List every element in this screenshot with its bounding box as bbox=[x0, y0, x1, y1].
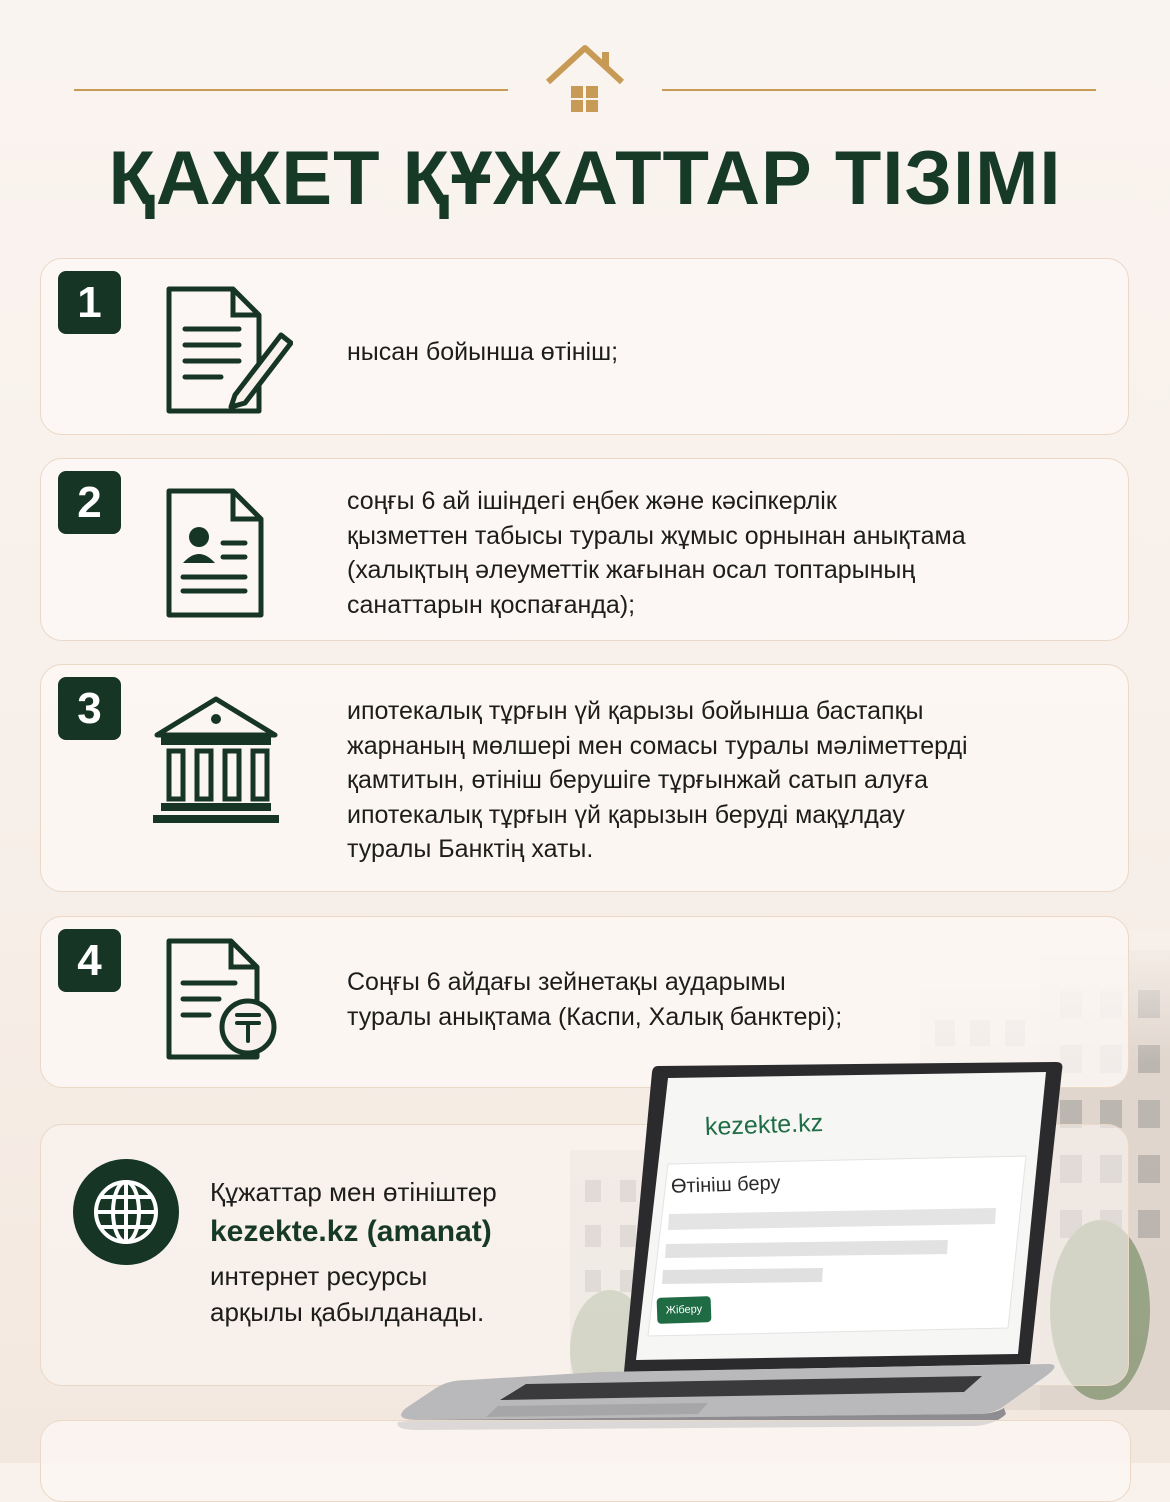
document-card-1 bbox=[40, 258, 1129, 435]
document-text-line: Соңғы 6 айдағы зейнетақы аударымы bbox=[347, 968, 786, 996]
globe-icon bbox=[92, 1178, 160, 1246]
kezekte-site-text: kezekte.kz (amanat) bbox=[210, 1215, 492, 1248]
document-text bbox=[347, 484, 966, 622]
online-text-line: арқылы қабылданады. bbox=[210, 1297, 485, 1327]
document-text-line: (халықтың әлеуметтік жағынан осал топтарының bbox=[347, 556, 916, 584]
bank-icon bbox=[151, 693, 281, 827]
laptop-submit-button[interactable]: Жіберу bbox=[657, 1296, 712, 1324]
online-text-line: интернет ресурсы bbox=[210, 1261, 428, 1291]
document-card-2 bbox=[40, 458, 1129, 641]
document-text-line: соңғы 6 ай ішіндегі еңбек және кәсіпкерлік bbox=[347, 487, 837, 515]
next-card-partial bbox=[40, 1420, 1131, 1502]
header-rule-right bbox=[662, 89, 1096, 91]
document-card-3 bbox=[40, 664, 1129, 892]
document-text-line: санаттарын қоспағанда); bbox=[347, 590, 636, 619]
document-text-line: туралы анықтама (Каспи, Халық банктері); bbox=[347, 1002, 843, 1031]
globe-badge bbox=[73, 1159, 179, 1265]
pension-certificate-icon bbox=[163, 937, 281, 1061]
number-badge: 4 bbox=[58, 929, 121, 992]
document-text bbox=[347, 694, 968, 867]
employment-certificate-icon bbox=[163, 487, 267, 619]
header-rule-left bbox=[74, 89, 508, 91]
document-text-line: жарнаның мөлшері мен сомасы туралы мәліметтерді bbox=[347, 731, 968, 760]
house-icon bbox=[544, 42, 626, 114]
online-text-line: Құжаттар мен өтініштер bbox=[210, 1177, 497, 1207]
number-badge: 3 bbox=[58, 677, 121, 740]
number-badge: 2 bbox=[58, 471, 121, 534]
page-title: ҚАЖЕТ ҚҰЖАТТАР ТІЗІМІ bbox=[108, 136, 1062, 221]
document-text bbox=[347, 965, 842, 1034]
document-text-line: нысан бойынша өтініш; bbox=[347, 338, 619, 366]
laptop-brand-label: kezekte.kz bbox=[704, 1108, 824, 1142]
document-text-line: қызметтен табысы туралы жұмыс орнынан анықтама bbox=[347, 521, 966, 550]
number-badge: 1 bbox=[58, 271, 121, 334]
document-text-line: ипотекалық тұрғын үй қарызы бойынша бастапқы bbox=[347, 697, 924, 725]
document-text-line: қамтитын, өтініш берушіге тұрғынжай сатып алуға bbox=[347, 766, 928, 794]
application-form-icon bbox=[163, 285, 293, 415]
document-text-line: туралы Банктің хаты. bbox=[347, 835, 594, 863]
document-text-line: ипотекалық тұрғын үй қарызын беруді мақұлдау bbox=[347, 800, 905, 829]
document-text bbox=[347, 335, 618, 370]
laptop-form-title: Өтініш беру bbox=[670, 1172, 781, 1198]
